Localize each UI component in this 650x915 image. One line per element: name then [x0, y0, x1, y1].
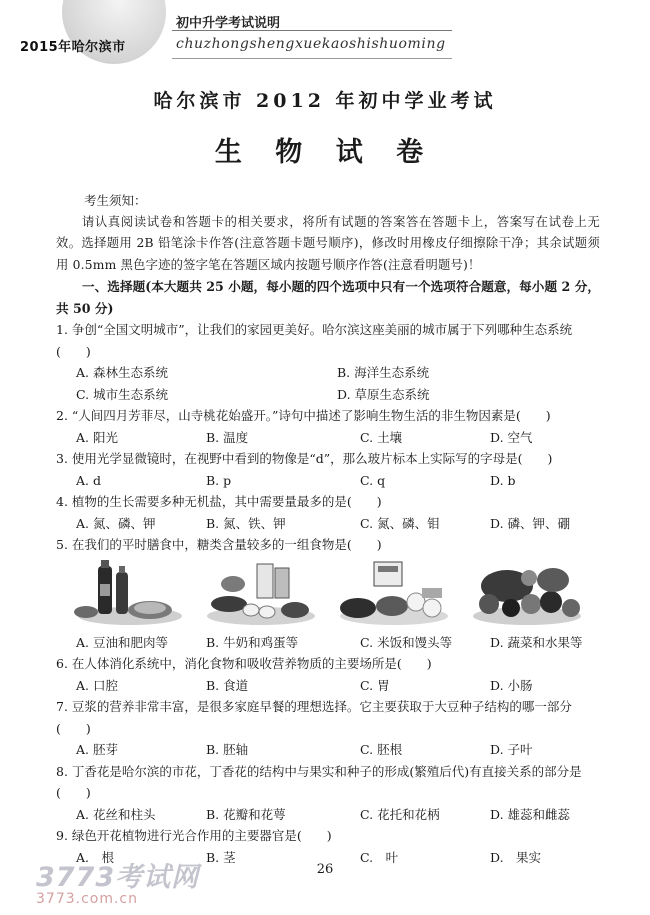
option-b: B. 温度: [206, 429, 249, 445]
question-options: [56, 362, 600, 384]
option-d: D. 雄蕊和雌蕊: [490, 806, 571, 822]
option-c: C. 城市生态系统: [76, 386, 169, 402]
option-a: A. d: [76, 472, 101, 488]
question-options: [56, 427, 600, 449]
paper-title: 生 物 试 卷: [214, 137, 436, 168]
question-options: [56, 632, 600, 654]
question-stem: 9. 绿色开花植物进行光合作用的主要器官是( ): [56, 828, 332, 843]
option-b: B. 花瓣和花萼: [206, 806, 286, 822]
header-series-title: 初中升学考试说明: [176, 16, 281, 31]
section-heading: 一、选择题(本大题共 25 小题，每小题的四个选项中只有一个选项符合题意，每小题 2 分，共 50 分): [56, 279, 600, 316]
page-header: [0, 0, 650, 72]
option-d: D. 草原生态系统: [337, 386, 430, 402]
question-options: [56, 470, 600, 492]
exam-body: [56, 190, 600, 868]
option-b: B. 海洋生态系统: [337, 365, 430, 380]
option-c: C. 花托和花柄: [360, 806, 440, 822]
option-a: A. 胚芽: [76, 742, 118, 757]
oil-and-fatty-meat-photo-icon: [68, 558, 195, 628]
site-watermark: [36, 855, 236, 911]
option-c: C. 胃: [360, 677, 390, 693]
option-b: B. p: [206, 472, 232, 488]
question-options: [56, 675, 600, 697]
option-a: A. 口腔: [76, 677, 118, 693]
question-stem: 6. 在人体消化系统中，消化食物和吸收营养物质的主要场所是( ): [56, 656, 432, 671]
option-a: A. 氮、磷、钾: [76, 515, 156, 531]
header-series-pinyin: chuzhongshengxuekaoshishuoming: [176, 36, 446, 52]
option-b: B. 氮、铁、钾: [206, 515, 286, 531]
option-a: A. 森林生态系统: [76, 365, 168, 380]
option-c: C. 胚根: [360, 742, 403, 757]
question-stem: 3. 使用光学显微镜时，在视野中看到的物像是“d”，那么玻片标本上实际写的字母是( ): [56, 451, 553, 466]
vegetables-and-fruits-photo-icon: [467, 558, 594, 628]
question-stem: 7. 豆浆的营养非常丰富，是很多家庭早餐的理想选择。它主要获取于大豆种子结构的哪一部分( ): [56, 699, 572, 736]
option-c: C. q: [360, 472, 386, 488]
question-stem: 1. 争创“全国文明城市”，让我们的家园更美好。哈尔滨这座美丽的城市属于下列哪种生态系统( ): [56, 322, 573, 359]
food-image-row: [56, 558, 600, 632]
page-number: 26: [316, 862, 334, 877]
option-b: B. 牛奶和鸡蛋等: [206, 634, 299, 650]
watermark-url: 3773.com.cn: [36, 891, 138, 907]
notice-heading: 考生须知：: [84, 193, 147, 208]
watermark-main-text: 3773考试网: [36, 862, 200, 893]
option-d: D. 小肠: [490, 677, 533, 693]
option-a: A. 根: [76, 849, 115, 865]
option-c: C. 叶: [360, 849, 399, 865]
question-stem: 5. 在我们的平时膳食中，糖类含量较多的一组食物是( ): [56, 537, 382, 552]
option-d: D. 蔬菜和水果等: [490, 634, 583, 650]
header-rule: [172, 58, 452, 59]
question-stem: 4. 植物的生长需要多种无机盐，其中需要量最多的是( ): [56, 494, 382, 509]
notice-text: 请认真阅读试卷和答题卡的相关要求，将所有试题的答案答在答题卡上，答案写在试卷上无效。选择题用 2B 铅笔涂卡作答(注意答题卡题号顺序)，修改时用橡皮仔细擦除干净；其余试题须用 0.5mm 黑色字迹的签字笔在答题区域内按题号顺序作答(注意看明题号)！: [56, 214, 600, 272]
option-c: C. 米饭和馒头等: [360, 634, 453, 650]
rice-and-buns-photo-icon: [334, 558, 461, 628]
exam-title: 哈尔滨市 2012 年初中学业考试: [153, 90, 497, 112]
option-b: B. 胚轴: [206, 742, 249, 757]
option-d: D. 果实: [490, 849, 542, 865]
option-b: B. 食道: [206, 677, 249, 693]
option-c: C. 土壤: [360, 429, 403, 445]
question-options: [56, 513, 600, 535]
option-c: C. 氮、磷、钼: [360, 515, 440, 531]
question-options: [56, 739, 600, 761]
question-stem: 8. 丁香花是哈尔滨的市花，丁香花的结构中与果实和种子的形成(繁殖后代)有直接关系的部分是( ): [56, 763, 582, 800]
question-stem: 2. “人间四月芳菲尽，山寺桃花始盛开。”诗句中描述了影响生物生活的非生物因素是( ): [56, 408, 551, 423]
option-d: D. 空气: [490, 429, 533, 445]
header-rule: [172, 30, 452, 31]
option-b: B. 茎: [206, 849, 236, 865]
header-year-label: 2015年哈尔滨市: [20, 40, 126, 55]
milk-and-eggs-photo-icon: [201, 558, 328, 628]
question-options: [56, 384, 600, 406]
option-d: D. 子叶: [490, 742, 533, 757]
option-d: D. b: [490, 472, 516, 488]
option-a: A. 花丝和柱头: [76, 806, 156, 822]
option-a: A. 豆油和肥肉等: [76, 634, 168, 650]
question-options: [56, 804, 600, 826]
option-d: D. 磷、钾、硼: [490, 515, 571, 531]
option-a: A. 阳光: [76, 429, 118, 445]
